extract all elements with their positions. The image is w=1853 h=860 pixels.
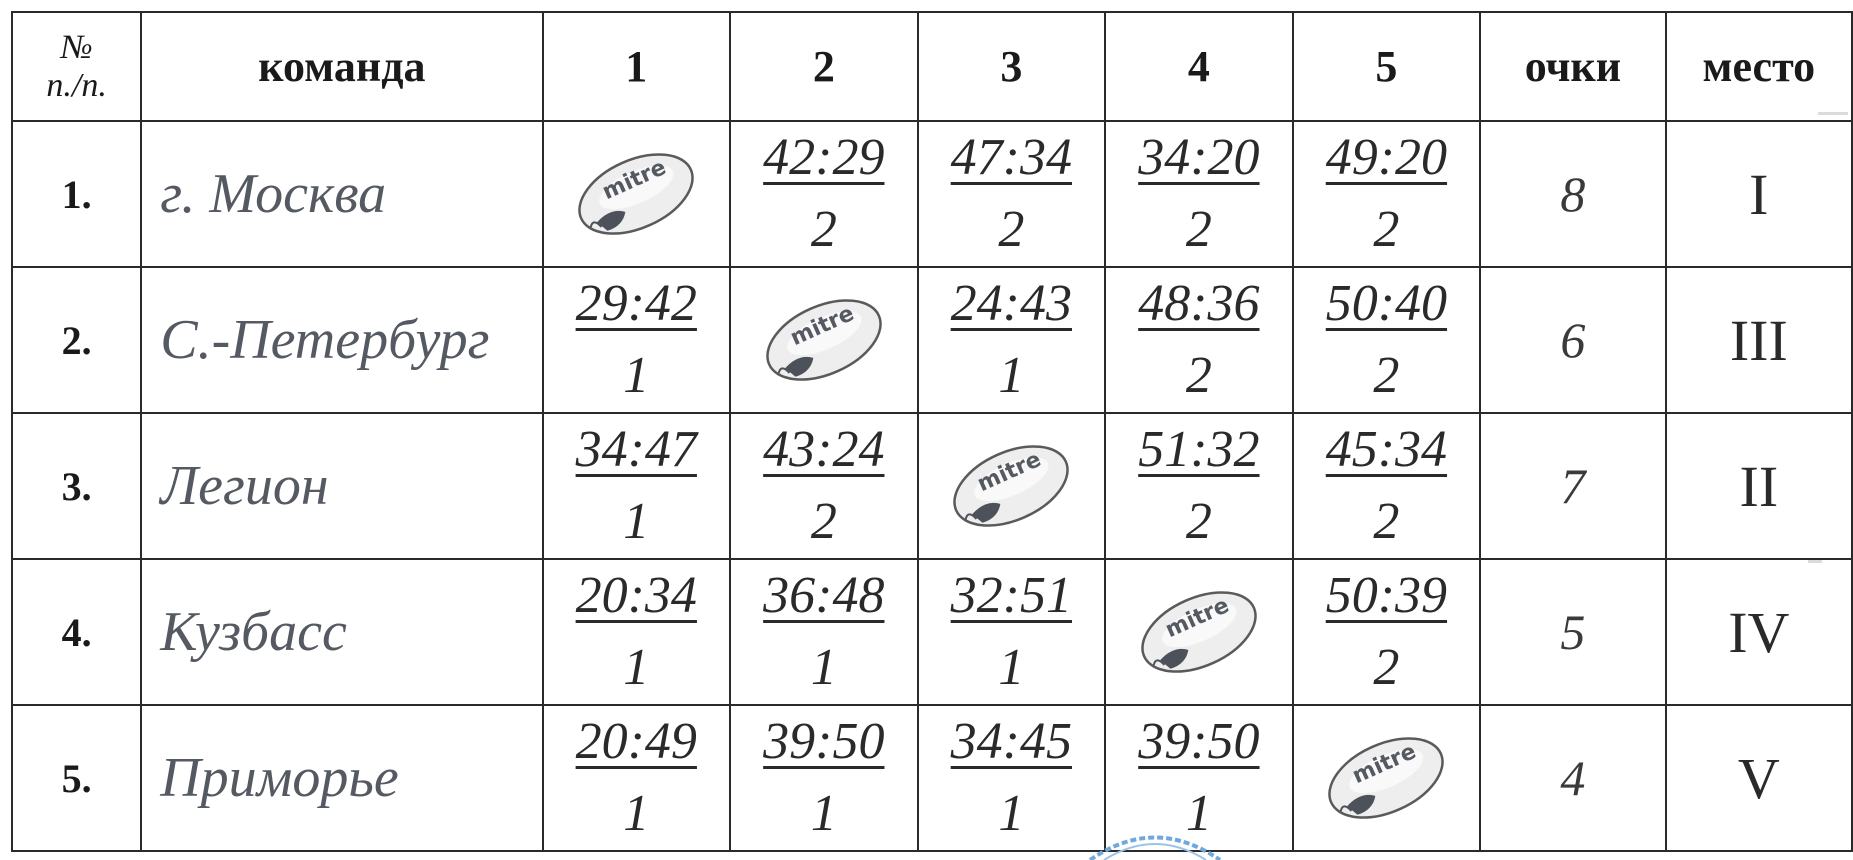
stamp-fragment (1080, 820, 1230, 860)
match-score: 39:50 (763, 713, 885, 770)
match-result-cell (543, 267, 731, 413)
diagonal-cell (1105, 559, 1293, 705)
table-row (12, 413, 1852, 559)
rugby-ball-icon (919, 432, 1105, 540)
match-result-cell (918, 705, 1106, 851)
match-score: 39:50 (1138, 713, 1260, 770)
match-score: 51:32 (1138, 421, 1260, 478)
match-score: 48:36 (1138, 275, 1260, 332)
match-points: 2 (1373, 639, 1400, 696)
header-points: очки (1480, 12, 1665, 121)
svg-text:mitre: mitre (1349, 739, 1421, 790)
table-row (12, 121, 1852, 267)
team-name: Легион (141, 413, 542, 559)
match-points: 2 (1373, 493, 1400, 550)
header-col-5: 5 (1293, 12, 1481, 121)
match-result-cell (730, 121, 918, 267)
match-points: 1 (998, 639, 1025, 696)
header-col-1: 1 (543, 12, 731, 121)
diagonal-cell (1293, 705, 1481, 851)
match-result-cell (730, 413, 918, 559)
scan-mark (1808, 560, 1822, 563)
row-number: 2. (12, 267, 141, 413)
table-row (12, 559, 1852, 705)
header-number (12, 12, 141, 121)
match-points: 2 (1185, 201, 1212, 258)
match-points: 1 (623, 785, 650, 842)
table-row (12, 267, 1852, 413)
final-place: I (1666, 121, 1852, 267)
match-points: 1 (623, 639, 650, 696)
match-score: 50:40 (1325, 275, 1448, 332)
team-name: г. Москва (141, 121, 542, 267)
match-points: 1 (623, 493, 650, 550)
svg-text:mitre: mitre (599, 155, 671, 206)
svg-text:mitre: mitre (786, 301, 858, 352)
header-number-abbr: п./п. (46, 66, 107, 104)
team-name: Кузбасс (141, 559, 542, 705)
standings-table (11, 11, 1853, 852)
match-points: 1 (623, 347, 650, 404)
match-result-cell (730, 705, 918, 851)
match-score: 47:34 (950, 129, 1072, 186)
match-result-cell (1293, 267, 1481, 413)
match-score: 34:20 (1138, 129, 1260, 186)
match-points: 1 (998, 347, 1025, 404)
match-score: 45:34 (1325, 421, 1448, 478)
match-result-cell (1105, 413, 1293, 559)
match-result-cell (1293, 121, 1481, 267)
team-name: С.-Петербург (141, 267, 542, 413)
match-points: 1 (1185, 785, 1212, 842)
match-result-cell (543, 705, 731, 851)
match-points: 1 (998, 785, 1025, 842)
match-score: 36:48 (763, 567, 885, 624)
match-points: 2 (998, 201, 1025, 258)
match-result-cell (1105, 121, 1293, 267)
header-col-4: 4 (1105, 12, 1293, 121)
svg-text:mitre: mitre (974, 447, 1046, 498)
match-points: 2 (1185, 493, 1212, 550)
match-points: 2 (1373, 201, 1400, 258)
team-name: Приморье (141, 705, 542, 851)
diagonal-cell (918, 413, 1106, 559)
match-score: 34:47 (575, 421, 697, 478)
match-result-cell (918, 121, 1106, 267)
header-team: команда (141, 12, 542, 121)
total-points: 7 (1480, 413, 1665, 559)
match-score: 50:39 (1325, 567, 1448, 624)
match-result-cell (1105, 267, 1293, 413)
row-number: 3. (12, 413, 141, 559)
rugby-ball-icon (1294, 724, 1480, 832)
header-place: место (1666, 12, 1852, 121)
total-points: 6 (1480, 267, 1665, 413)
match-result-cell (918, 559, 1106, 705)
rugby-ball-icon (544, 140, 730, 248)
total-points: 5 (1480, 559, 1665, 705)
match-points: 2 (810, 493, 837, 550)
match-score: 20:49 (575, 713, 697, 770)
match-result-cell (543, 413, 731, 559)
match-score: 42:29 (763, 129, 885, 186)
match-points: 1 (810, 639, 837, 696)
match-score: 20:34 (575, 567, 697, 624)
match-score: 49:20 (1325, 129, 1448, 186)
match-points: 2 (810, 201, 837, 258)
final-place: III (1666, 267, 1852, 413)
match-score: 34:45 (950, 713, 1072, 770)
row-number: 1. (12, 121, 141, 267)
header-row (12, 12, 1852, 121)
match-result-cell (730, 559, 918, 705)
header-col-3: 3 (918, 12, 1106, 121)
final-place: IV (1666, 559, 1852, 705)
final-place: V (1666, 705, 1852, 851)
match-points: 1 (810, 785, 837, 842)
match-score: 29:42 (575, 275, 697, 332)
match-score: 43:24 (763, 421, 885, 478)
diagonal-cell (543, 121, 731, 267)
match-points: 2 (1373, 347, 1400, 404)
match-score: 32:51 (950, 567, 1072, 624)
header-col-2: 2 (730, 12, 918, 121)
match-result-cell (918, 267, 1106, 413)
final-place: II (1666, 413, 1852, 559)
rugby-ball-icon (731, 286, 917, 394)
header-number-sign: № (60, 28, 93, 66)
svg-text:mitre: mitre (1161, 593, 1233, 644)
total-points: 8 (1480, 121, 1665, 267)
match-score: 24:43 (950, 275, 1072, 332)
rugby-ball-icon (1106, 578, 1292, 686)
match-result-cell (1293, 413, 1481, 559)
scan-mark (1818, 112, 1848, 115)
row-number: 4. (12, 559, 141, 705)
match-points: 2 (1185, 347, 1212, 404)
table-row (12, 705, 1852, 851)
match-result-cell (543, 559, 731, 705)
total-points: 4 (1480, 705, 1665, 851)
diagonal-cell (730, 267, 918, 413)
match-result-cell (1293, 559, 1481, 705)
row-number: 5. (12, 705, 141, 851)
